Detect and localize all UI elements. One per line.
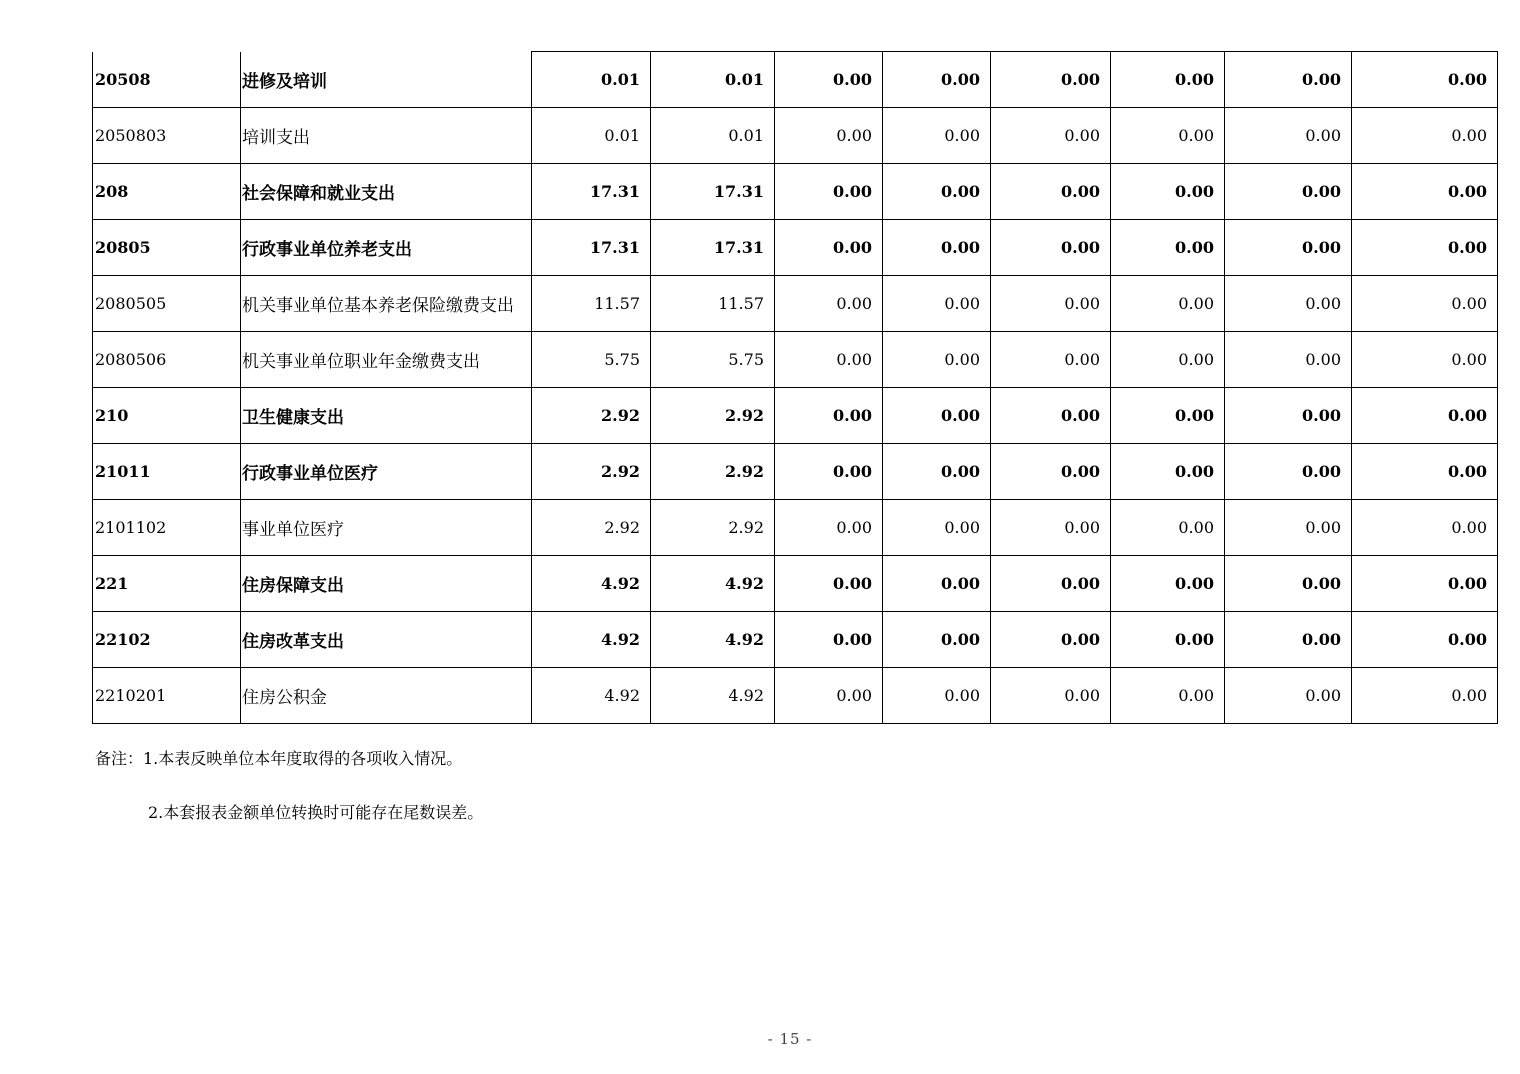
row-value-cell: 11.57 [532, 276, 651, 332]
row-value-cell: 0.00 [1352, 388, 1498, 444]
row-name-cell: 培训支出 [241, 108, 532, 164]
row-value-cell: 2.92 [651, 388, 775, 444]
row-value-cell: 0.00 [1352, 556, 1498, 612]
row-value-cell: 0.00 [775, 164, 883, 220]
row-value-cell: 0.00 [1225, 276, 1352, 332]
row-value-cell: 0.00 [991, 332, 1111, 388]
row-value-cell: 0.00 [1111, 388, 1225, 444]
row-value-cell: 0.00 [883, 52, 991, 108]
row-value-cell: 0.00 [1352, 164, 1498, 220]
row-value-cell: 4.92 [651, 612, 775, 668]
row-code-cell: 2210201 [93, 668, 241, 724]
note-line-2: 2.本套报表金额单位转换时可能存在尾数误差。 [148, 803, 484, 822]
table-row [93, 500, 1498, 556]
row-name-cell: 事业单位医疗 [241, 500, 532, 556]
row-value-cell: 0.00 [1352, 332, 1498, 388]
table-row [93, 444, 1498, 500]
row-value-cell: 5.75 [651, 332, 775, 388]
row-value-cell: 0.00 [775, 52, 883, 108]
row-value-cell: 0.00 [1111, 556, 1225, 612]
row-value-cell: 2.92 [532, 444, 651, 500]
row-name-cell: 行政事业单位养老支出 [241, 220, 532, 276]
row-value-cell: 0.00 [1225, 52, 1352, 108]
row-value-cell: 0.01 [651, 52, 775, 108]
row-value-cell: 0.00 [1111, 108, 1225, 164]
row-value-cell: 0.00 [1111, 668, 1225, 724]
row-name-cell: 卫生健康支出 [241, 388, 532, 444]
row-code-cell: 22102 [93, 612, 241, 668]
row-value-cell: 0.00 [1225, 668, 1352, 724]
row-value-cell: 0.00 [1111, 444, 1225, 500]
row-value-cell: 2.92 [532, 500, 651, 556]
row-name-cell: 社会保障和就业支出 [241, 164, 532, 220]
row-value-cell: 0.00 [991, 220, 1111, 276]
row-value-cell: 2.92 [651, 444, 775, 500]
row-value-cell: 11.57 [651, 276, 775, 332]
row-value-cell: 0.00 [1111, 220, 1225, 276]
row-value-cell: 0.00 [991, 500, 1111, 556]
row-value-cell: 0.00 [1352, 276, 1498, 332]
row-name-cell: 进修及培训 [241, 52, 532, 108]
table-row [93, 612, 1498, 668]
row-value-cell: 17.31 [651, 220, 775, 276]
row-value-cell: 0.00 [1225, 164, 1352, 220]
row-value-cell: 0.00 [991, 52, 1111, 108]
row-value-cell: 0.00 [883, 276, 991, 332]
row-value-cell: 0.00 [775, 668, 883, 724]
row-code-cell: 2050803 [93, 108, 241, 164]
row-value-cell: 0.00 [1352, 668, 1498, 724]
table-row [93, 276, 1498, 332]
row-code-cell: 208 [93, 164, 241, 220]
row-name-cell: 行政事业单位医疗 [241, 444, 532, 500]
row-code-cell: 210 [93, 388, 241, 444]
row-value-cell: 0.00 [991, 276, 1111, 332]
row-value-cell: 0.00 [775, 556, 883, 612]
row-value-cell: 0.00 [991, 444, 1111, 500]
table-row [93, 220, 1498, 276]
row-value-cell: 0.00 [1111, 52, 1225, 108]
row-value-cell: 0.00 [1225, 332, 1352, 388]
row-value-cell: 17.31 [651, 164, 775, 220]
row-value-cell: 0.00 [1111, 612, 1225, 668]
row-value-cell: 0.00 [775, 276, 883, 332]
row-value-cell: 0.00 [775, 612, 883, 668]
row-value-cell: 4.92 [532, 668, 651, 724]
row-value-cell: 17.31 [532, 164, 651, 220]
row-value-cell: 0.00 [883, 332, 991, 388]
row-name-cell: 住房保障支出 [241, 556, 532, 612]
table-row [93, 108, 1498, 164]
row-value-cell: 0.00 [1111, 332, 1225, 388]
row-value-cell: 0.00 [991, 388, 1111, 444]
table-body [93, 52, 1498, 724]
row-value-cell: 0.00 [883, 500, 991, 556]
row-value-cell: 4.92 [651, 668, 775, 724]
table-row [93, 332, 1498, 388]
row-value-cell: 2.92 [532, 388, 651, 444]
note-line-1: 备注：1.本表反映单位本年度取得的各项收入情况。 [95, 749, 463, 768]
row-name-cell: 机关事业单位职业年金缴费支出 [241, 332, 532, 388]
row-value-cell: 0.00 [883, 388, 991, 444]
row-value-cell: 0.00 [1111, 164, 1225, 220]
row-value-cell: 0.00 [883, 668, 991, 724]
row-value-cell: 0.00 [775, 500, 883, 556]
row-value-cell: 0.00 [991, 668, 1111, 724]
row-value-cell: 0.00 [991, 108, 1111, 164]
row-code-cell: 2080505 [93, 276, 241, 332]
row-value-cell: 0.00 [775, 108, 883, 164]
row-value-cell: 0.00 [775, 444, 883, 500]
row-value-cell: 2.92 [651, 500, 775, 556]
row-value-cell: 0.00 [1225, 388, 1352, 444]
row-value-cell: 0.01 [532, 108, 651, 164]
row-value-cell: 0.00 [1352, 220, 1498, 276]
row-value-cell: 0.00 [1225, 444, 1352, 500]
row-code-cell: 20805 [93, 220, 241, 276]
row-value-cell: 0.00 [991, 556, 1111, 612]
row-name-cell: 机关事业单位基本养老保险缴费支出 [241, 276, 532, 332]
row-value-cell: 0.00 [1225, 556, 1352, 612]
row-code-cell: 21011 [93, 444, 241, 500]
row-value-cell: 0.00 [1352, 108, 1498, 164]
table-row [93, 668, 1498, 724]
row-value-cell: 0.00 [1225, 612, 1352, 668]
row-value-cell: 0.00 [775, 388, 883, 444]
table-row [93, 52, 1498, 108]
row-name-cell: 住房公积金 [241, 668, 532, 724]
row-value-cell: 0.00 [1352, 52, 1498, 108]
row-value-cell: 0.00 [1225, 108, 1352, 164]
row-code-cell: 221 [93, 556, 241, 612]
row-value-cell: 0.00 [883, 444, 991, 500]
row-value-cell: 0.00 [883, 220, 991, 276]
row-value-cell: 0.00 [883, 108, 991, 164]
income-table-container [92, 51, 1498, 724]
row-value-cell: 17.31 [532, 220, 651, 276]
row-value-cell: 0.00 [883, 612, 991, 668]
row-value-cell: 4.92 [651, 556, 775, 612]
table-row [93, 388, 1498, 444]
row-value-cell: 0.00 [991, 164, 1111, 220]
notes-section [95, 748, 483, 824]
row-value-cell: 0.01 [651, 108, 775, 164]
row-code-cell: 2080506 [93, 332, 241, 388]
row-value-cell: 0.00 [1111, 500, 1225, 556]
row-code-cell: 2101102 [93, 500, 241, 556]
row-value-cell: 0.00 [1352, 612, 1498, 668]
row-value-cell: 0.00 [1352, 500, 1498, 556]
row-value-cell: 0.00 [991, 612, 1111, 668]
table-row [93, 164, 1498, 220]
row-value-cell: 0.01 [532, 52, 651, 108]
row-name-cell: 住房改革支出 [241, 612, 532, 668]
row-value-cell: 0.00 [883, 556, 991, 612]
row-value-cell: 0.00 [1225, 220, 1352, 276]
row-value-cell: 0.00 [775, 332, 883, 388]
page-number: - 15 - [767, 1030, 813, 1048]
table-row [93, 556, 1498, 612]
row-value-cell: 4.92 [532, 612, 651, 668]
row-value-cell: 0.00 [775, 220, 883, 276]
row-code-cell: 20508 [93, 52, 241, 108]
row-value-cell: 0.00 [1352, 444, 1498, 500]
row-value-cell: 5.75 [532, 332, 651, 388]
row-value-cell: 0.00 [883, 164, 991, 220]
row-value-cell: 0.00 [1111, 276, 1225, 332]
row-value-cell: 4.92 [532, 556, 651, 612]
income-table [92, 51, 1498, 724]
row-value-cell: 0.00 [1225, 500, 1352, 556]
